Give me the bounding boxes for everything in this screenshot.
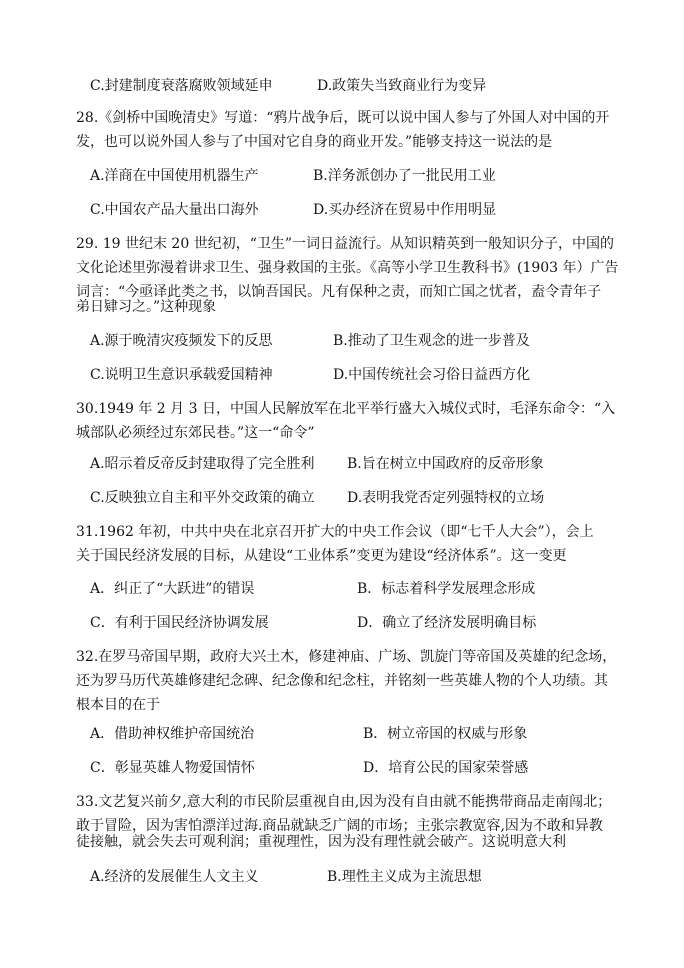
question-32-text-1: 32.在罗马帝国早期，政府大兴土木，修建神庙、广场、凯旋门等帝国及英雄的纪念场， (76, 649, 617, 665)
question-31-text-2: 关于国民经济发展的目标，从建设“工业体系”变更为建设“经济体系”。这一变更 (76, 548, 567, 564)
option-b: B.推动了卫生观念的进一步普及 (333, 333, 530, 349)
question-30-line-2 (0, 424, 684, 442)
question-33-line-1 (0, 793, 684, 811)
question-32-line-1 (0, 648, 684, 666)
option-b: B.理性主义成为主流思想 (327, 869, 482, 885)
question-32-line-2 (0, 672, 684, 690)
option-a: A．借助神权维护帝国统治 (90, 726, 255, 742)
option-d: D.买办经济在贸易中作用明显 (313, 202, 497, 218)
option-a: A.昭示着反帝反封建取得了完全胜利 (90, 456, 315, 472)
question-28-options-row-1 (0, 167, 684, 185)
question-32-text-2: 还为罗马历代英雄修建纪念碑、纪念像和纪念柱，并铭刻一些英雄人物的个人功绩。其 (76, 673, 608, 689)
option-c: C.封建制度衰落腐败领域延申 (90, 78, 273, 94)
question-28-options-row-2 (0, 201, 684, 219)
question-33-text-2: 敢于冒险，因为害怕漂洋过海.商品就缺乏广阔的市场；主张宗教宽容,因为不敢和异教 (76, 818, 603, 834)
option-d: D.表明我党否定列强特权的立场 (347, 490, 545, 506)
option-b: B．标志着科学发展理念形成 (357, 581, 536, 597)
option-a: A.源于晚清灾疫频发下的反思 (90, 333, 273, 349)
question-33-text-3: 徒接触，就会失去可观利润；重视理性，因为没有理性就会破产。这说明意大利 (76, 834, 566, 850)
question-28-text-2: 发，也可以说外国人参与了中国对它自身的商业开发。”能够支持这一说法的是 (76, 134, 553, 150)
option-d: D．培育公民的国家荣誉感 (363, 760, 529, 776)
question-33-text-1: 33.文艺复兴前夕,意大利的市民阶层重视自由,因为没有自由就不能携带商品走南闯北； (76, 794, 612, 810)
option-d: D.中国传统社会习俗日益西方化 (333, 367, 531, 383)
option-c: C.说明卫生意识承载爱国精神 (90, 367, 273, 383)
question-28-text-1: 28.《剑桥中国晚清史》写道：“鸦片战争后，既可以说中国人参与了外国人对中国的开 (76, 110, 610, 126)
question-28-line-1 (0, 109, 684, 127)
option-b: B．树立帝国的权威与形象 (363, 726, 528, 742)
option-c: C.反映独立自主和平外交政策的确立 (90, 490, 315, 506)
prev-options-row (0, 77, 684, 95)
question-33-line-3 (0, 833, 684, 851)
question-28-line-2 (0, 133, 684, 151)
option-c: C.中国农产品大量出口海外 (90, 202, 259, 218)
question-31-options-row-2 (0, 614, 684, 632)
question-30-text-1: 30.1949 年 2 月 3 日，中国人民解放军在北平举行盛大入城仪式时，毛泽东命令：“入 (76, 401, 616, 417)
question-29-options-row-1 (0, 332, 684, 350)
question-29-text-2: 文化论述里弥漫着讲求卫生、强身救国的主张。《高等小学卫生教科书》(1903 年）广告 (76, 260, 619, 276)
option-a: A.洋商在中国使用机器生产 (90, 168, 259, 184)
question-29-line-1 (0, 235, 684, 253)
question-31-line-2 (0, 547, 684, 565)
option-a: A.经济的发展催生人文主义 (90, 869, 259, 885)
question-31-text-1: 31.1962 年初，中共中央在北京召开扩大的中央工作会议（即“七千人大会”），会上 (76, 524, 594, 540)
question-33-options-row-1 (0, 868, 684, 886)
question-32-line-3 (0, 696, 684, 714)
question-32-text-3: 根本目的在于 (76, 697, 160, 713)
option-b: B.洋务派创办了一批民用工业 (313, 168, 496, 184)
question-30-options-row-1 (0, 455, 684, 473)
question-29-options-row-2 (0, 366, 684, 384)
question-30-line-1 (0, 400, 684, 418)
option-a: A．纠正了“大跃进”的错误 (90, 581, 255, 597)
question-29-text-1: 29. 19 世纪末 20 世纪初，“卫生”一词日益流行。从知识精英到一般知识分子，中国的 (76, 236, 615, 252)
question-29-text-3: 词言：“今亟译此类之书，以饷吾国民。凡有保种之责，而知亡国之忧者，盍令青年子 (76, 284, 602, 300)
option-b: B.旨在树立中国政府的反帝形象 (347, 456, 544, 472)
question-29-line-2 (0, 259, 684, 277)
question-32-options-row-1 (0, 725, 684, 743)
option-c: C．有利于国民经济协调发展 (90, 615, 269, 631)
option-d: D.政策失当致商业行为变异 (317, 78, 487, 94)
question-31-options-row-1 (0, 580, 684, 598)
question-31-line-1 (0, 523, 684, 541)
question-29-line-4 (0, 298, 684, 316)
option-c: C．彰显英雄人物爱国情怀 (90, 760, 255, 776)
option-d: D．确立了经济发展明确目标 (357, 615, 537, 631)
question-29-text-4: 弟日肄习之。”这种现象 (76, 299, 217, 315)
question-30-text-2: 城部队必须经过东郊民巷。”这一“命令” (76, 425, 315, 441)
question-30-options-row-2 (0, 489, 684, 507)
question-32-options-row-2 (0, 759, 684, 777)
